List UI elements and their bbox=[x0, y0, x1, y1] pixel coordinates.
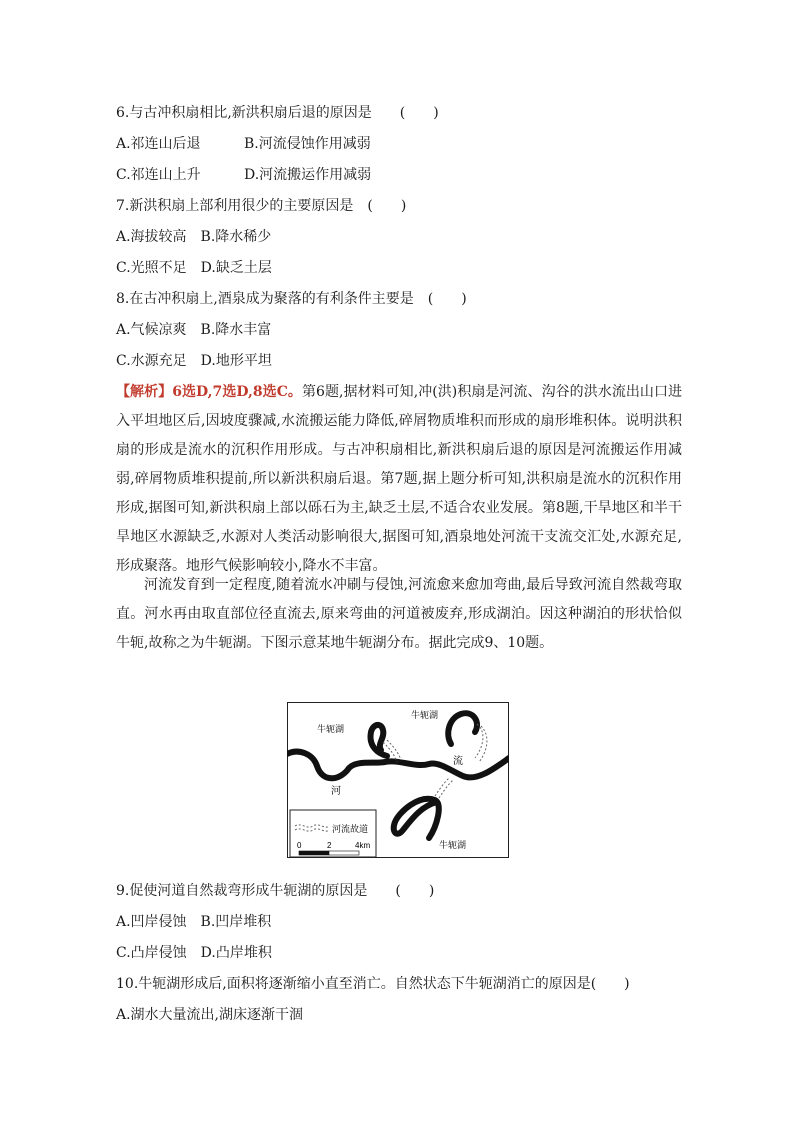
scale-label-2: 2 bbox=[327, 841, 332, 850]
question-10-stem: 10.牛轭湖形成后,面积将逐渐缩小直至消亡。自然状态下牛轭湖消亡的原因是( ) bbox=[116, 976, 630, 992]
legend-label: 河流故道 bbox=[332, 824, 369, 834]
analysis-body: 第6题,据材料可知,冲(洪)积扇是河流、沟谷的洪水流出山口进入平坦地区后,因坡度骤减,水流搬运能力降低,碎屑物质堆积而形成的扇形堆积体。说明洪积扇的形成是流水的沉积作用形成。与古冲积扇相比,新洪积扇后退的原因是河流搬运作用减弱,碎屑物质堆积提前,所以新洪积扇后退。第7题,据上题分析可知,洪积扇是流水的沉积作用形成,据图可知,新洪积扇上部以砾石为主,缺乏土层,不适合农业发展。第8题,干旱地区和半干旱地区水源缺乏,水源对人类活动影响很大,据图可知,酒泉地处河流干支流交汇处,水源充足,形成聚落。地形气候影响较小,降水不丰富。 bbox=[116, 384, 682, 574]
scale-bar-filled bbox=[299, 851, 329, 855]
question-6-option-c: C.祁连山上升 bbox=[116, 167, 201, 183]
scale-label-4km: 4km bbox=[355, 841, 371, 850]
question-10-option-a: A.湖水大量流出,湖床逐渐干涸 bbox=[116, 1007, 304, 1023]
question-9-options-ab: A.凹岸侵蚀 B.凹岸堆积 bbox=[116, 914, 272, 930]
oxbow-passage: 河流发育到一定程度,随着流水冲刷与侵蚀,河流愈来愈加弯曲,最后导致河流自然裁弯取直。河水再由取直部位径直流去,原来弯曲的河道被废弃,形成湖泊。因这种湖泊的形状恰似牛轭,故称之为牛轭湖。下图示意某地牛轭湖分布。据此完成9、10题。 bbox=[116, 577, 682, 651]
question-9-stem: 9.促使河道自然裁弯形成牛轭湖的原因是 ( ) bbox=[116, 883, 435, 899]
question-8-options-ab: A.气候凉爽 B.降水丰富 bbox=[116, 322, 272, 338]
question-6-option-d: D.河流搬运作用减弱 bbox=[244, 167, 372, 183]
label-oxbow-right: 牛轭湖 bbox=[411, 710, 439, 720]
question-7-stem: 7.新洪积扇上部利用很少的主要原因是 ( ) bbox=[116, 198, 407, 214]
question-7-options-ab: A.海拔较高 B.降水稀少 bbox=[116, 229, 272, 245]
label-oxbow-left: 牛轭湖 bbox=[317, 724, 345, 734]
question-6-stem: 6.与古冲积扇相比,新洪积扇后退的原因是 ( ) bbox=[116, 105, 439, 121]
analysis-tag: 【解析】 bbox=[116, 384, 173, 400]
question-7-options-cd: C.光照不足 D.缺乏土层 bbox=[116, 260, 272, 276]
scale-label-0: 0 bbox=[297, 841, 302, 850]
question-8-options-cd: C.水源充足 D.地形平坦 bbox=[116, 353, 272, 369]
scale-bar-empty bbox=[329, 851, 359, 855]
analysis-answer: 6选D,7选D,8选C。 bbox=[172, 384, 302, 400]
question-8-stem: 8.在古冲积扇上,酒泉成为聚落的有利条件主要是 ( ) bbox=[116, 291, 467, 307]
label-river-he: 河 bbox=[331, 786, 341, 797]
question-6-option-a: A.祁连山后退 bbox=[116, 136, 201, 152]
label-river-liu: 流 bbox=[453, 756, 463, 767]
oxbow-lake-map bbox=[287, 702, 509, 858]
question-9-options-cd: C.凸岸侵蚀 D.凸岸堆积 bbox=[116, 945, 272, 961]
question-6-option-b: B.河流侵蚀作用减弱 bbox=[244, 136, 371, 152]
label-oxbow-bottom: 牛轭湖 bbox=[439, 840, 467, 850]
analysis-block bbox=[116, 378, 682, 581]
